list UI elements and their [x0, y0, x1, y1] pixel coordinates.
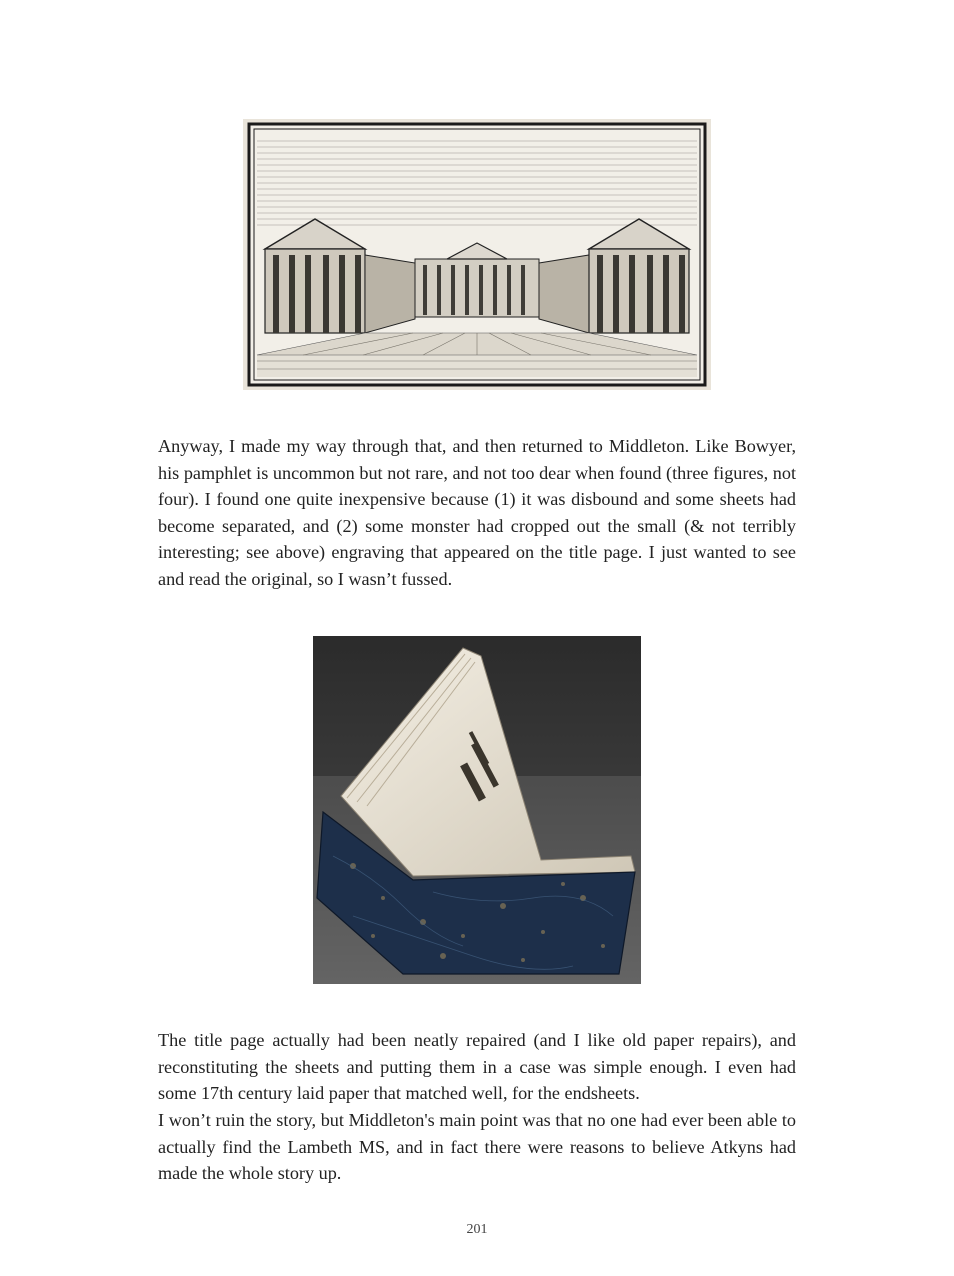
body-paragraph: The title page actually had been neatly repaired (and I like old paper repairs), and reconstituting the sheets and putting them in a case was simple enough. I even had some 17th century laid paper that matched well, for the endsheets.	[158, 1030, 796, 1104]
page-number: 201	[466, 1222, 488, 1237]
engraving-image	[243, 119, 711, 390]
body-paragraph: Anyway, I made my way through that, and then returned to Middleton. Like Bowyer, his pamphlet is uncommon but not rare, and not too dear when found (three figures, not four). I found one quite inexpensive because (1) it was disbound and some sheets had become separated, and (2) some monster had cropped out the small (& not terribly interesting; see above) engraving that appeared on the title page. I just wanted to see and read the original, so I wasn’t fussed.	[158, 436, 796, 589]
body-paragraph: I won’t ruin the story, but Middleton's main point was that no one had ever been able to actually find the Lambeth MS, and in fact there were reasons to believe Atkyns had made the whole story up.	[158, 1110, 796, 1184]
book-photo-image	[313, 636, 641, 984]
